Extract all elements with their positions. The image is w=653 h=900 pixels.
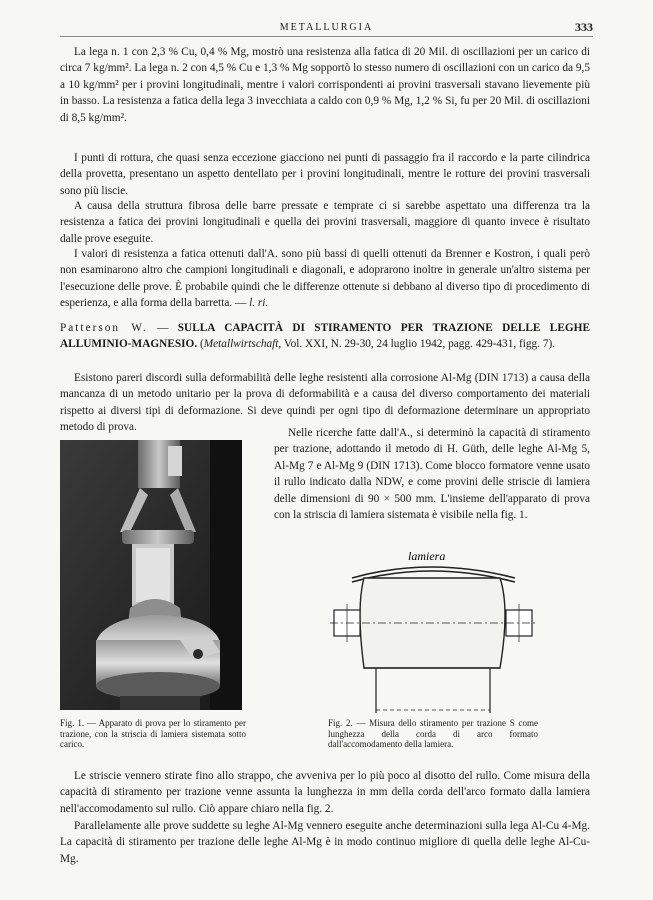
figure-2-caption: Fig. 2. — Misura dello stiramento per trazione S come lunghezza della corda di arco formato dall'accomodamento della lamiera.: [328, 718, 538, 749]
article-heading: Patterson W. — SULLA CAPACITÀ DI STIRAMENTO PER TRAZIONE DELLE LEGHE ALLUMINIO-MAGNESIO. (Metallwirtschaft, Vol. XXI, N. 29-30, 24 luglio 1942, pagg. 429-431, figg. 7).: [60, 322, 590, 351]
article-journal: Metallwirtschaft: [203, 338, 279, 351]
article-citation: , Vol. XXI, N. 29-30, 24 luglio 1942, pagg. 429-431, figg. 7).: [278, 338, 556, 351]
header-rule: [60, 36, 593, 37]
paragraph-intro: Esistono pareri discordi sulla deformabilità delle leghe resistenti alla corrosione Al-Mg (DIN 1713) a causa della mancanza di un metodo unitario per la prova di deformabilità e a causa del diverso comportamento dei materiali rispetto ai diversi tipi di deformazione. Si deve quindi per ogni tipo di deformazione determinare un appropriato metodo di prova.: [60, 372, 590, 434]
paragraph-comparison: [60, 246, 590, 312]
paragraph-fracture-points: I punti di rottura, che quasi senza eccezione giacciono nei punti di passaggio fra il raccordo e la parte cilindrica della provetta, presentano un aspetto dentellato per i provini longitudinali, mentre le rotture dei provini trasversali sono più liscie.: [60, 152, 590, 197]
signature: l. ri.: [249, 297, 269, 310]
paragraph-comparison-text: I valori di resistenza a fatica ottenuti dall'A. sono più bassi di quelli ottenuti da Brenner e Kostron, i quali però non esaminarono altro che campioni longitudinali e diagonali, e adoprarono inoltre in generale un'altro sistema per l'esecuzione delle prove. È probabile quindi che le differenze ottenute si debbano al diverso tipo di procedimento di esperienza, e alla forma della barretta. —: [60, 248, 590, 310]
paragraph-stretching: Le striscie vennero stirate fino allo strappo, che avveniva per lo più poco al disotto del rullo. Come misura della capacità di stiramento per trazione venne assunta la lunghezza in mm della corda dell'arco formato dalla lamiera nell'accomodamento sul rullo. Ciò appare chiaro nella fig. 2.: [60, 770, 590, 815]
article-dash: —: [147, 322, 178, 334]
page-number: 333: [575, 20, 593, 34]
paragraph-method: Nelle ricerche fatte dall'A., si determinò la capacità di stiramento per trazione, adottando il metodo di H. Güth, delle leghe Al-Mg 5, Al-Mg 7 e Al-Mg 9 (DIN 1713). Come blocco formatore venne usato il rullo indicato dalla NDW, e come provini delle striscie di lamiera delle dimensioni di 90 × 500 mm. L'insieme dell'apparato di prova con la striscia di lamiera sistemata è visibile nella fig. 1.: [274, 427, 590, 522]
running-title: METALLURGIA: [279, 22, 374, 33]
figure-1-caption: Fig. 1. — Apparato di prova per lo stiramento per trazione, con la striscia di lamiera sistemata sotto carico.: [60, 718, 246, 749]
sheet-label: lamiera: [408, 549, 446, 563]
article-author: Patterson W.: [60, 322, 148, 334]
paragraph-fibrous-structure: A causa della struttura fibrosa delle barre pressate e temprate ci si sarebbe aspettato una differenza tra la resistenza a fatica dei provini longitudinali e quella dei provini trasversali, maggiore di quanto invece è risultato dalle prove eseguite.: [60, 200, 590, 245]
page-header: [60, 20, 593, 36]
roller-stretch-diagram: [330, 548, 535, 715]
test-apparatus-photo: [60, 440, 242, 710]
article-title: SULLA CAPACITÀ DI STIRAMENTO PER TRAZIONE DELLE LEGHE ALLUMINIO-MAGNESIO.: [60, 322, 590, 351]
paragraph-al-cu-mg: Parallelamente alle prove suddette su leghe Al-Mg vennero eseguite anche determinazioni sulla lega Al-Cu 4-Mg. La capacità di stiramento per trazione delle leghe Al-Mg è in modo continuo migliore di quella delle leghe Al-Cu-Mg.: [60, 820, 590, 865]
figure-1-photo: [60, 440, 242, 710]
figure-2-diagram: [330, 548, 535, 715]
paragraph-fatigue-results: La lega n. 1 con 2,3 % Cu, 0,4 % Mg, mostrò una resistenza alla fatica di 20 Mil. di oscillazioni per un carico di circa 7 kg/mm². La lega n. 2 con 4,5 % Cu e 1,3 % Mg sopportò lo stesso numero di oscillazioni con un carico da 9,5 a 10 kg/mm² per i provini longitudinali, mentre i valori corrispondenti ai provini trasversali stavano lievemente più in basso. La resistenza a fatica della lega 3 invecchiata a caldo con 0,9 % Mg, 1,2 % Si, fu per 20 Mil. di oscillazioni di 8,5 kg/mm².: [60, 46, 590, 124]
